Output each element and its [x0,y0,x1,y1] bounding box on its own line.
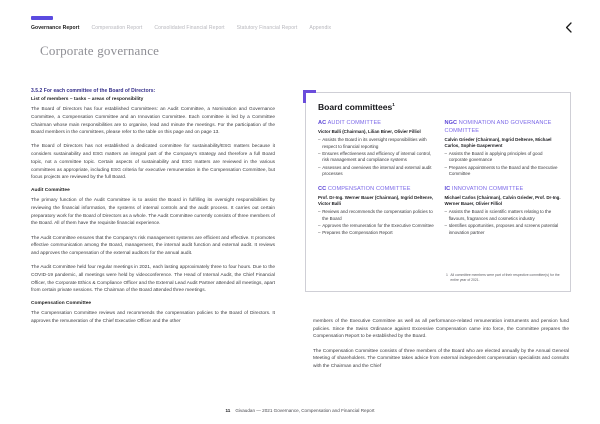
left-text-column [31,88,275,326]
committee-audit [318,120,435,178]
paragraph-compensation-policies: The Compensation Committee reviews and recommends the compensation policies to the Board of Directors. It approves the remuneration of the Chief Executive Officer and the other [31,311,275,325]
tab-statutory-financial-report[interactable]: Statutory Financial Report [236,25,298,31]
committee-name: NOMINATION AND GOVERNANCE COMMITTEE [444,120,552,134]
tab-governance-report[interactable]: Governance Report [31,25,80,31]
panel-footnote [446,273,564,283]
panel-column-right [445,120,562,286]
committee-heading [318,120,435,128]
report-section-tabs [31,24,331,32]
committee-members: Prof. Dr-Ing. Werner Bauer (Chairman), Ingrid Deltenre, Victor Balli [318,195,434,207]
panel-title-footnote-marker: 1 [392,102,395,108]
page-title: Corporate governance [40,43,160,58]
committee-task: – Assesses and overviews the internal and external audit processes [318,165,435,178]
committee-heading [445,120,562,135]
paragraph-sustainability-esg: The Board of Directors has not established a dedicated committee for sustainability/ESG matters because it considers sustainability and ESG matters an integral part of the Company's strategy and therefore a full Board topic, not a committee topic. Certain aspects of sustainability and ESG matters are reviewed in the various committees as appropriate, including ESG criteria for executive remuneration in the Compensation Committee, but focus projects are reviewed by the full Board. [31,144,275,181]
committee-task: – Prepares appointments to the Board and the Executive Committee [445,165,562,178]
committee-members: Victor Balli (Chairman), Lilian Biner, Olivier Filliol [318,129,421,135]
page-footer [0,408,600,413]
right-text-column [313,318,569,371]
committee-abbr: NGC [444,120,458,126]
paragraph-audit-meetings: The Audit Committee held four regular meetings in 2021, each lasting approximately three to four hours. Due to the COVID-19 pandemic, all meetings were held by videoconference. The Head of Internal Audit, the Chief Financial Officer, the Corporate Ethics & Compliance Officer and the External Lead Audit Partner attended all meetings, apart from certain private sessions. The Chairman of the Board attended three meetings. [31,265,275,294]
committee-members: Michael Carlos (Chairman), Calvin Grieder, Prof. Dr-Ing. Werner Bauer, Olivier Filliol [444,194,561,207]
committee-nomination-governance [445,120,562,178]
committee-task-list [445,209,562,236]
panel-column-left [318,120,435,286]
committee-task: – Prepares the Compensation Report [318,230,435,237]
paragraph-audit-risk-management: The Audit Committee ensures that the Company's risk management systems are efficient and effective. It promotes effective communication among the Board, management, the internal audit function and external audit. It reviews and approves the compensation of the external auditors for the annual audit. [31,235,275,257]
committee-abbr: IC [444,185,451,192]
committee-task: – Identifies opportunities, proposes and screens potential innovation partner [445,223,562,236]
footer-page-number: 11 [225,408,231,413]
committee-compensation [318,186,435,237]
board-committees-panel [305,92,571,292]
paragraph-audit-function: The primary function of the Audit Committee is to assist the Board in fulfilling its oversight responsibilities by reviewing the financial information, the systems of internal controls and the audit process. It carries out certain preparatory work for the Board of Directors as a whole. The Audit Committee currently consists of three members of the Board. All of them have the requisite financial experience. [31,198,275,227]
paragraph-executive-remuneration: members of the Executive Committee as well as all performance-related remuneration instruments and pension fund policies. Since the Swiss Ordinance against Excessive Compensation came into force, the Committee prepares the Compensation Report to be established by the Board. [313,319,569,340]
committee-abbr: CC [318,185,327,192]
footer-text: Givaudan — 2021 Governance, Compensation and Financial Report [235,408,375,413]
committee-task: – Assists the Board in its oversight responsibilities with respect to financial reporting [318,137,435,150]
committee-task: – Approves the remuneration for the Executive Committee [318,223,435,230]
panel-columns [318,120,561,286]
committee-members: Calvin Grieder (Chairman), Ingrid Deltenre, Michael Carlos, Sophie Gasperment [444,136,552,148]
heading-audit-committee: Audit Committee [31,188,70,194]
committee-heading [318,186,435,194]
committee-task: – Reviews and recommends the compensation policies to the Board [318,209,435,222]
heading-compensation-committee: Compensation Committee [31,301,92,307]
panel-title-text: Board committees [318,102,393,112]
panel-title [318,102,395,112]
section-subheading: List of members – tasks – areas of responsibility [31,97,144,102]
committee-name: AUDIT COMMITTEE [327,120,382,126]
tab-compensation-report[interactable]: Compensation Report [91,25,143,31]
panel-footnote-text: All committee members were part of their respective committee(s) for the entire year of 2021. [450,272,560,282]
tab-consolidated-financial-report[interactable]: Consolidated Financial Report [154,25,225,31]
chevron-left-icon[interactable] [562,21,574,33]
panel-corner-accent-icon [303,90,316,103]
committee-name: INNOVATION COMMITTEE [451,185,524,192]
committee-task: – Assists the Board in applying principles of good corporate governance [445,151,562,164]
committee-heading [445,186,562,194]
paragraph-committees-overview: The Board of Directors has four established Committees: an Audit Committee, a Nomination and Governance Committee, a Compensation Committee and an Innovation Committee. Each committee is led by a Committee Chairman whose main responsibilities are to organise, lead and minute the meetings. For the participation of the Board members in the committees, please refer to the table on this page and on page 13. [31,107,275,136]
paragraph-compensation-composition: The Compensation Committee consists of three members of the Board who are elected annually by the Annual General Meeting of shareholders. The Committee takes advice from external independent compensation specialists and consults with the Chairman and the Chief [313,348,569,369]
panel-footnote-number: 1 [446,272,448,277]
committee-abbr: AC [318,120,327,126]
top-navigation-bar [0,0,600,38]
committee-task: – Assists the Board in scientific matters relating to the flavours, fragrances and cosmetics industry [445,209,562,222]
committee-task-list [445,151,562,178]
section-heading: 3.5.2 For each committee of the Board of Directors: [31,88,156,94]
committee-task: – Ensures effectiveness and efficiency of internal control, risk management and compliance systems [318,151,435,164]
brand-mark-icon [31,16,53,20]
committee-name: COMPENSATION COMMITTEE [327,185,411,192]
committee-task-list [318,137,435,178]
tab-appendix[interactable]: Appendix [309,25,332,31]
committee-task-list [318,209,435,237]
committee-innovation [445,186,562,236]
